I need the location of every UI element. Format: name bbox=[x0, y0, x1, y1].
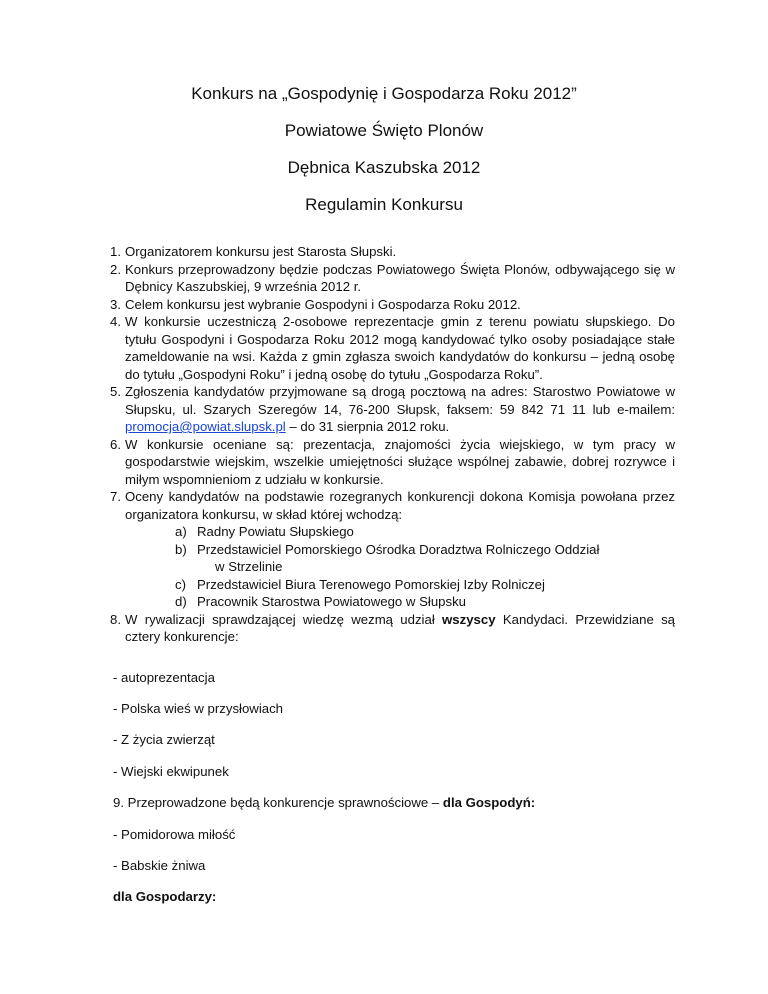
location-title: Dębnica Kaszubska 2012 bbox=[287, 158, 481, 177]
competition-ekwipunek: - Wiejski ekwipunek bbox=[113, 764, 229, 779]
rule-number: 6. bbox=[110, 436, 121, 452]
rule-item-4 bbox=[99, 313, 675, 383]
sub-label: a) bbox=[175, 524, 187, 539]
sub-label: b) bbox=[175, 541, 187, 557]
rule-item-5 bbox=[99, 383, 675, 436]
rule-text: Oceny kandydatów na podstawie rozegranych konkurencji dokona Komisja powołana przez organizatora konkursu, w skład której wchodzą: bbox=[125, 489, 675, 522]
competition-zwierzeta: - Z życia zwierząt bbox=[113, 732, 215, 747]
sub-text-continued: w Strzelinie bbox=[215, 559, 283, 574]
rule-number: 5. bbox=[110, 384, 121, 399]
sub-text: Przedstawiciel Biura Terenowego Pomorskiej Izby Rolniczej bbox=[197, 576, 545, 592]
rule-text: W konkursie uczestniczą 2-osobowe reprezentacje gmin z terenu powiatu słupskiego. Do tytułu Gospodyni i Gospodarza Roku 2012 mogą kandydować tylko osoby posiadające stałe zameldowanie na wsi. Każda z gmin zgłasza swoich kandydatów do konkursu – jedną osobę do tytułu „Gospodyni Roku” i jedną osobę do tytułu „Gospodarza Roku”. bbox=[125, 314, 675, 382]
rule-number: 4. bbox=[110, 314, 121, 329]
rule-item-2 bbox=[99, 261, 675, 296]
sub-label: d) bbox=[175, 594, 187, 609]
committee-member-c bbox=[125, 576, 675, 594]
rule-number: 1. bbox=[110, 244, 121, 259]
gospodarze-heading: dla Gospodarzy: bbox=[113, 889, 217, 904]
rule-text: 9. Przeprowadzone będą konkurencje sprawnościowe – bbox=[113, 795, 443, 810]
gospodynie-heading: dla Gospodyń: bbox=[442, 795, 536, 810]
rule-number: 7. bbox=[110, 489, 121, 504]
rule-item-6 bbox=[99, 436, 675, 489]
rule-text: W rywalizacji sprawdzającej wiedzę wezmą udział bbox=[125, 611, 443, 627]
contest-title: Konkurs na „Gospodynię i Gospodarza Roku 2012” bbox=[191, 84, 577, 103]
rule-item-3 bbox=[99, 296, 675, 314]
rule-text: Zgłoszenia kandydatów przyjmowane są drogą pocztową na adres: Starostwo Powiatowe w Słupsku, ul. Szarych Szeregów 14, 76-200 Słupsk, faksem: 59 842 71 11 lub e-mailem: bbox=[125, 384, 675, 417]
rule-text-deadline: – do 31 sierpnia 2012 roku. bbox=[285, 419, 450, 434]
rule-item-7 bbox=[99, 488, 675, 611]
rule-text: Organizatorem konkursu jest Starosta Słupski. bbox=[125, 244, 397, 259]
rule-item-8 bbox=[99, 611, 675, 646]
document-header bbox=[0, 84, 768, 232]
rule-text: W konkursie oceniane są: prezentacja, znajomości życia wiejskiego, w tym pracy w gospodarstwie wiejskim, wszelkie umiejętności służące wspólnej zabawie, dobrej rozrywce i miłym wspomnieniom z udziału w konkursie. bbox=[125, 436, 675, 487]
committee-member-b bbox=[125, 541, 675, 576]
competition-pomidorowa: - Pomidorowa miłość bbox=[113, 827, 236, 842]
rule-bold-text: wszyscy bbox=[442, 611, 496, 627]
sub-text: Pracownik Starostwa Powiatowego w Słupsku bbox=[197, 594, 467, 609]
competition-babskie-zniwa: - Babskie żniwa bbox=[113, 858, 206, 873]
regulations-title: Regulamin Konkursu bbox=[305, 195, 463, 214]
sub-label: c) bbox=[175, 576, 186, 592]
competition-autoprezentacja: - autoprezentacja bbox=[113, 670, 215, 685]
sub-text: Przedstawiciel Pomorskiego Ośrodka Doradztwa Rolniczego Oddział bbox=[197, 541, 600, 557]
competition-przyslowia: - Polska wieś w przysłowiach bbox=[113, 701, 284, 716]
committee-member-a bbox=[125, 523, 675, 541]
event-title: Powiatowe Święto Plonów bbox=[284, 121, 484, 140]
email-link[interactable]: promocja@powiat.slupsk.pl bbox=[125, 419, 286, 434]
rule-number: 3. bbox=[110, 296, 121, 312]
rule-number: 8. bbox=[110, 611, 121, 627]
rules-list bbox=[99, 243, 675, 646]
sub-text: Radny Powiatu Słupskiego bbox=[197, 524, 354, 539]
committee-member-d bbox=[125, 593, 675, 611]
rule-text: Celem konkursu jest wybranie Gospodyni i Gospodarza Roku 2012. bbox=[125, 296, 521, 312]
rule-item-1 bbox=[99, 243, 675, 261]
rule-number: 2. bbox=[110, 261, 121, 277]
rule-item-9 bbox=[113, 794, 535, 812]
rule-text: Konkurs przeprowadzony będzie podczas Powiatowego Święta Plonów, odbywającego się w Dębnicy Kaszubskiej, 9 września 2012 r. bbox=[125, 261, 675, 294]
rule-text-continued: Kandydaci. Przewidziane są cztery konkurencje: bbox=[125, 611, 675, 644]
